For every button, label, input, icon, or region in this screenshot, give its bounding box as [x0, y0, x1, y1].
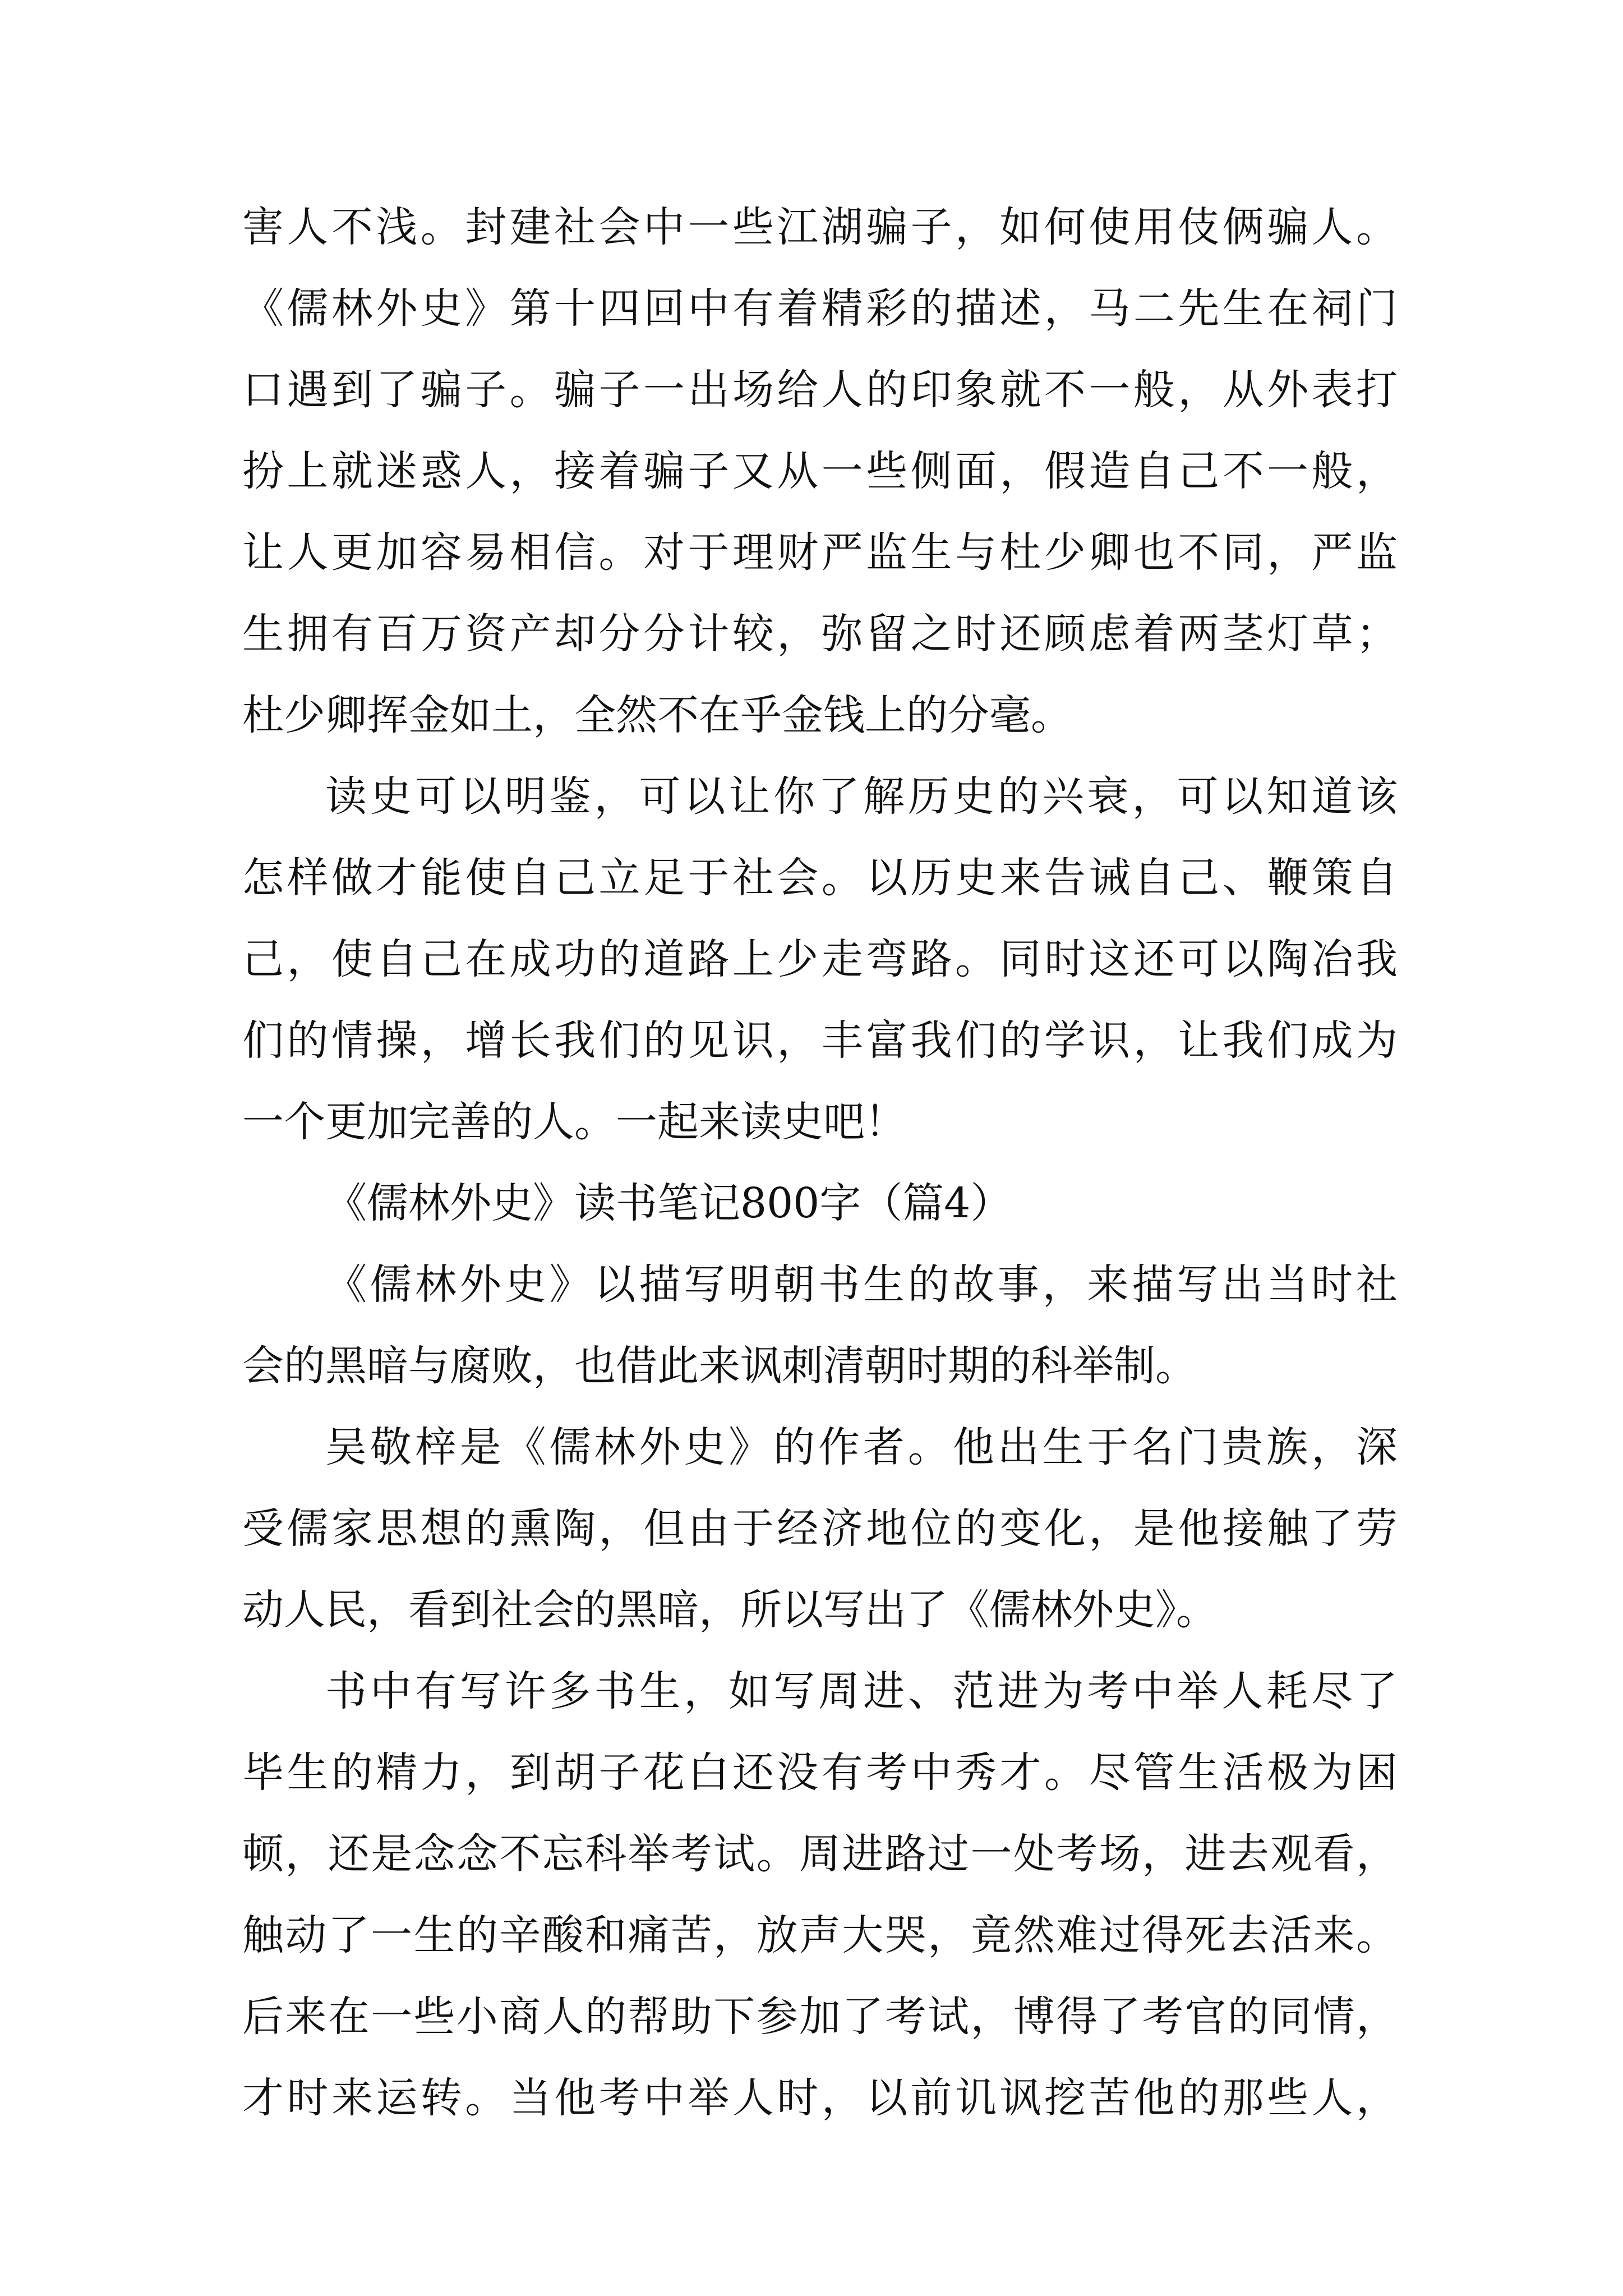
body-text [242, 187, 1398, 2139]
text-line: 口遇到了骗子。骗子一出场给人的印象就不一般，从外表打 [242, 366, 1398, 414]
text-line: 害人不浅。封建社会中一些江湖骗子，如何使用伎俩骗人。 [242, 203, 1398, 251]
text-line: 《儒林外史》第十四回中有着精彩的描述，马二先生在祠门 [242, 284, 1398, 333]
text-line: 会的黑暗与腐败，也借此来讽刺清朝时期的科举制。 [242, 1342, 1197, 1390]
text-line: 一个更加完善的人。一起来读史吧！ [242, 1098, 906, 1146]
paragraph-first-line: 书中有写许多书生，如写周进、范进为考中举人耗尽了 [325, 1667, 1398, 1715]
section-heading: 《儒林外史》读书笔记800字（篇4） [325, 1179, 1012, 1227]
text-line: 扮上就迷惑人，接着骗子又从一些侧面，假造自己不一般， [242, 447, 1398, 495]
paragraph-first-line: 读史可以明鉴，可以让你了解历史的兴衰，可以知道该 [325, 772, 1398, 821]
paragraph-first-line: 吴敬梓是《儒林外史》的作者。他出生于名门贵族，深 [325, 1423, 1398, 1471]
text-line: 受儒家思想的熏陶，但由于经济地位的变化，是他接触了劳 [242, 1504, 1398, 1553]
text-line: 才时来运转。当他考中举人时，以前讥讽挖苦他的那些人， [242, 2074, 1398, 2122]
paragraph-first-line: 《儒林外史》以描写明朝书生的故事，来描写出当时社 [325, 1260, 1398, 1309]
text-line: 动人民，看到社会的黑暗，所以写出了《儒林外史》。 [242, 1586, 1218, 1634]
text-line: 顿，还是念念不忘科举考试。周进路过一处考场，进去观看， [242, 1830, 1398, 1878]
text-line: 怎样做才能使自己立足于社会。以历史来告诫自己、鞭策自 [242, 854, 1398, 902]
text-line: 触动了一生的辛酸和痛苦，放声大哭，竟然难过得死去活来。 [242, 1911, 1398, 1959]
text-line: 毕生的精力，到胡子花白还没有考中秀才。尽管生活极为困 [242, 1749, 1398, 1797]
text-line: 己，使自己在成功的道路上少走弯路。同时这还可以陶冶我 [242, 935, 1398, 983]
text-line: 生拥有百万资产却分分计较，弥留之时还顾虑着两茎灯草； [242, 610, 1398, 658]
text-line: 后来在一些小商人的帮助下参加了考试，博得了考官的同情， [242, 1993, 1398, 2041]
text-line: 杜少卿挥金如土，全然不在乎金钱上的分毫。 [242, 691, 1072, 739]
text-line: 们的情操，增长我们的见识，丰富我们的学识，让我们成为 [242, 1016, 1398, 1065]
text-line: 让人更加容易相信。对于理财严监生与杜少卿也不同，严监 [242, 528, 1398, 577]
